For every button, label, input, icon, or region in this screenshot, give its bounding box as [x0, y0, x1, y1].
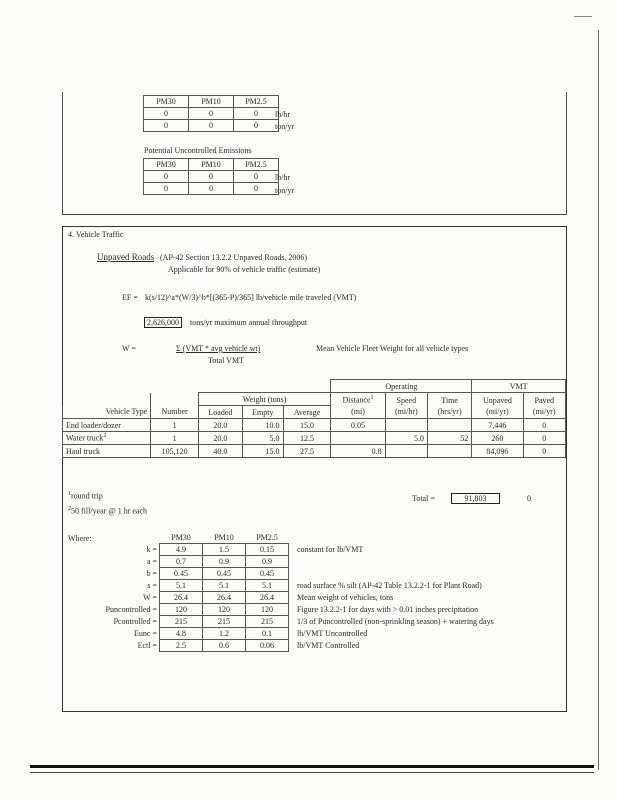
w-numerator: Σ (VMT * avg vehicle wt) — [176, 344, 261, 353]
param-desc: Mean weight of vehicles, tons — [297, 593, 394, 602]
col-average: Average — [283, 406, 331, 419]
unit-distance: (mi) — [331, 406, 385, 419]
col-unpaved: Unpaved — [472, 393, 523, 406]
w-denominator: Total VMT — [208, 356, 244, 365]
vehicle-type: Haul truck — [63, 445, 151, 458]
table-row — [80, 640, 496, 652]
cell: 0 — [144, 183, 189, 195]
uncontrolled-table — [143, 158, 279, 195]
unit-unpaved: (mi/yr) — [472, 406, 523, 419]
operating-group: Operating — [331, 380, 472, 393]
cell: 40.0 — [198, 445, 242, 458]
cell: 5.0 — [243, 432, 283, 445]
footnote-2: $^2$50 fill/year @ 1 hr each — [68, 506, 148, 516]
cell: 5.1 — [203, 580, 246, 592]
param-desc — [289, 556, 496, 568]
cell: 84,096 — [472, 445, 523, 458]
cell: 15.0 — [243, 445, 283, 458]
param-label: s = — [147, 581, 157, 590]
param-label: Pcontrolled = — [113, 617, 157, 626]
section-divider — [62, 214, 567, 215]
cell: 52 — [428, 432, 472, 445]
cell: 0 — [523, 432, 565, 445]
cell: 0 — [144, 120, 189, 132]
source-citation: (AP-42 Section 13.2.2 Unpaved Roads, 2006) — [160, 253, 308, 262]
cell: 0 — [523, 445, 565, 458]
unit-paved: (mi/yr) — [523, 406, 565, 419]
cell: 0.8 — [331, 445, 385, 458]
cell: 0.9 — [246, 556, 289, 568]
vehicle-table-wrap — [62, 379, 566, 458]
vmt-group: VMT — [472, 380, 566, 393]
cell: 0.45 — [203, 568, 246, 580]
cell: 2.5 — [160, 640, 203, 652]
param-label: a = — [146, 557, 157, 566]
cell: 0.05 — [331, 419, 385, 432]
cell — [385, 419, 427, 432]
cell: 215 — [203, 616, 246, 628]
col-paved: Paved — [523, 393, 565, 406]
param-label: Eunc = — [134, 629, 157, 638]
col-vehicle-type: Vehicle Type — [63, 406, 151, 419]
cell: 105,120 — [151, 445, 198, 458]
param-label: W = — [143, 593, 157, 602]
cell: 1 — [151, 432, 198, 445]
cell: 10.0 — [243, 419, 283, 432]
col-distance: Distance$^1$ — [331, 393, 385, 406]
unpaved-roads-heading: Unpaved Roads — [97, 252, 155, 262]
cell: 12.5 — [283, 432, 331, 445]
cell: 0 — [144, 171, 189, 183]
param-desc: lb/VMT Controlled — [297, 641, 360, 650]
weight-group: Weight (tons) — [198, 393, 331, 406]
where-col-pm30: PM30 — [171, 533, 191, 542]
cell: 0.9 — [203, 556, 246, 568]
col-pm10: PM10 — [189, 96, 234, 108]
cell: 260 — [472, 432, 523, 445]
cell: 120 — [246, 604, 289, 616]
cell: 0.45 — [160, 568, 203, 580]
table-row — [80, 604, 496, 616]
cell: 0 — [234, 120, 279, 132]
scan-mark-top — [574, 16, 592, 17]
cell — [428, 419, 472, 432]
cell: 1.2 — [203, 628, 246, 640]
cell: 120 — [203, 604, 246, 616]
param-desc: constant for lb/VMT — [297, 545, 364, 554]
unit-label: ton/yr — [275, 186, 295, 195]
unit-label: lb/hr — [275, 173, 291, 182]
unit-time: (hrs/yr) — [428, 406, 472, 419]
param-label: b = — [146, 569, 157, 578]
col-speed: Speed — [385, 393, 427, 406]
cell: 20.0 — [198, 432, 242, 445]
param-label: Ectl = — [137, 641, 157, 650]
where-col-pm10: PM10 — [214, 533, 234, 542]
footnote-1: $^1$round trip — [68, 491, 103, 501]
section-frame-right — [566, 92, 567, 214]
cell — [428, 445, 472, 458]
table-row — [144, 108, 279, 120]
param-desc — [289, 568, 496, 580]
ef-label: EF = — [122, 293, 138, 302]
cell: 26.4 — [246, 592, 289, 604]
cell: 0 — [234, 183, 279, 195]
cell: 1 — [151, 419, 198, 432]
col-loaded: Loaded — [198, 406, 242, 419]
cell: 5.1 — [246, 580, 289, 592]
cell: 5.1 — [160, 580, 203, 592]
table-row — [63, 445, 566, 458]
cell: 0 — [523, 419, 565, 432]
table-row — [80, 580, 496, 592]
col-number: Number — [151, 406, 198, 419]
col-empty: Empty — [243, 406, 283, 419]
page-footer-rule — [30, 765, 594, 768]
param-desc: 1/3 of Puncontrolled (non-sprinkling season) + watering days — [297, 617, 494, 626]
cell: 1.5 — [203, 544, 246, 556]
where-block — [80, 532, 496, 652]
param-desc: Figure 13.2.2-1 for days with > 0.01 inches precipitation — [297, 605, 479, 614]
cell: 0 — [189, 120, 234, 132]
cell: 26.4 — [203, 592, 246, 604]
ef-formula: k(s/12)^a*(W/3)^b*[(365-P)/365] lb/vehicle mile traveled (VMT) — [145, 293, 357, 302]
cell: 15.0 — [283, 419, 331, 432]
w-description: Mean Vehicle Fleet Weight for all vehicle types — [316, 344, 469, 353]
table-row — [80, 568, 496, 580]
cell: 215 — [160, 616, 203, 628]
cell: 4.9 — [160, 544, 203, 556]
cell: 0 — [144, 108, 189, 120]
cell: 26.4 — [160, 592, 203, 604]
cell: 7,446 — [472, 419, 523, 432]
vehicle-table — [62, 379, 566, 458]
cell — [385, 445, 427, 458]
cell — [331, 432, 385, 445]
section-title: 4. Vehicle Traffic — [68, 230, 124, 239]
cell: 27.5 — [283, 445, 331, 458]
cell: 0 — [234, 108, 279, 120]
table-row — [63, 419, 566, 432]
cell: 0.6 — [203, 640, 246, 652]
cell: 0 — [234, 171, 279, 183]
throughput-text: tons/yr maximum annual throughput — [190, 318, 308, 327]
table-row — [80, 628, 496, 640]
col-pm25: PM2.5 — [234, 96, 279, 108]
applicable-note: Applicable for 90% of vehicle traffic (estimate) — [168, 265, 321, 274]
cell: 120 — [160, 604, 203, 616]
unit-label: ton/yr — [275, 122, 295, 131]
cell: 215 — [246, 616, 289, 628]
cell: 0.1 — [246, 628, 289, 640]
unit-label: lb/hr — [275, 110, 291, 119]
cell: 4.8 — [160, 628, 203, 640]
col-time: Time — [428, 393, 472, 406]
total-unpaved: 91,803 — [451, 493, 500, 504]
section-frame-left — [62, 92, 63, 214]
table-row — [144, 120, 279, 132]
total-label: Total = — [412, 494, 435, 503]
table-row — [63, 432, 566, 445]
table-row — [80, 544, 496, 556]
table-row — [80, 616, 496, 628]
cell: 5.0 — [385, 432, 427, 445]
col-pm10: PM10 — [189, 159, 234, 171]
cell: 0.15 — [246, 544, 289, 556]
cell: 20.0 — [198, 419, 242, 432]
vehicle-type: End loader/dozer — [63, 419, 151, 432]
cell: 0 — [189, 108, 234, 120]
param-label: k = — [146, 545, 157, 554]
cell: 0.06 — [246, 640, 289, 652]
controlled-emissions — [143, 95, 279, 132]
where-label: Where: — [68, 534, 92, 543]
param-desc: road surface % silt (AP-42 Table 13.2.2-1 for Plant Road) — [297, 581, 482, 590]
where-col-pm25: PM2.5 — [256, 533, 278, 542]
controlled-table — [143, 95, 279, 132]
param-label: Puncontrolled = — [105, 605, 157, 614]
table-row — [144, 171, 279, 183]
col-pm25: PM2.5 — [234, 159, 279, 171]
where-table — [80, 532, 496, 652]
throughput-value: 2,626,000 — [144, 317, 182, 328]
param-desc: lb/VMT Uncontrolled — [297, 629, 368, 638]
cell: 0.45 — [246, 568, 289, 580]
cell: 0.7 — [160, 556, 203, 568]
cell: 0 — [189, 171, 234, 183]
cell: 0 — [189, 183, 234, 195]
uncontrolled-emissions — [143, 158, 279, 195]
vehicle-type: Water truck$^2$ — [63, 432, 151, 445]
table-row — [80, 556, 496, 568]
uncontrolled-title: Potential Uncontrolled Emissions — [144, 146, 252, 155]
total-paved: 0 — [527, 494, 531, 503]
table-row — [144, 183, 279, 195]
w-label: W = — [122, 344, 136, 353]
col-pm30: PM30 — [144, 96, 189, 108]
unit-speed: (mi/hr) — [385, 406, 427, 419]
page-footer-rule-thin — [30, 772, 594, 773]
table-row — [80, 592, 496, 604]
scan-edge-right — [598, 30, 599, 770]
col-pm30: PM30 — [144, 159, 189, 171]
